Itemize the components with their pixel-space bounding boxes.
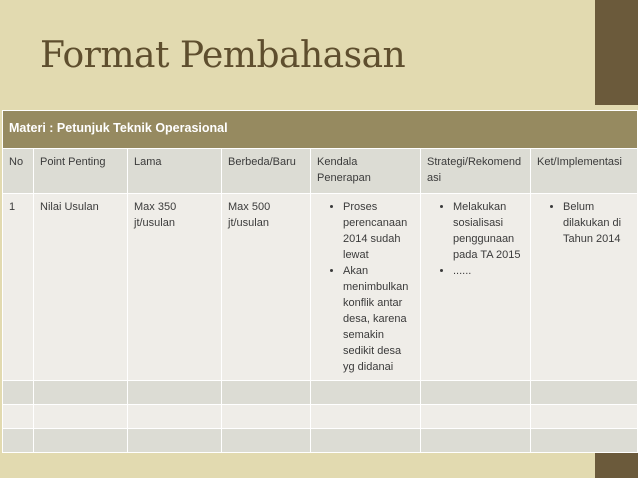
header-no: No [3, 149, 34, 194]
header-berbeda-baru: Berbeda/Baru [222, 149, 311, 194]
cell-lama: Max 350 jt/usulan [128, 194, 222, 381]
table-header-row [3, 149, 638, 194]
header-kendala: Kendala Penerapan [311, 149, 421, 194]
table-row-empty [3, 405, 638, 429]
cell-point-penting: Nilai Usulan [34, 194, 128, 381]
header-ket: Ket/Implementasi [531, 149, 638, 194]
slide-title: Format Pembahasan [40, 35, 406, 76]
cell-berbeda-baru: Max 500 jt/usulan [222, 194, 311, 381]
table-row [3, 194, 638, 381]
discussion-table [2, 110, 638, 453]
decorative-accent-bar [595, 0, 638, 105]
list-item: • Akan menimbulkan konflik antar desa, karena semakin sedikit desa yg didanai [343, 263, 414, 375]
cell-strategi [421, 194, 531, 381]
table-banner-row [3, 111, 638, 149]
list-item: • Belum dilakukan di Tahun 2014 [563, 199, 631, 247]
discussion-table-container [2, 110, 637, 453]
ket-list [537, 199, 631, 247]
table-banner: Materi : Petunjuk Teknik Operasional [3, 111, 638, 149]
cell-ket [531, 194, 638, 381]
kendala-list [317, 199, 414, 375]
header-strategi: Strategi/Rekomend asi [421, 149, 531, 194]
cell-no: 1 [3, 194, 34, 381]
table-row-empty [3, 429, 638, 453]
header-lama: Lama [128, 149, 222, 194]
cell-kendala [311, 194, 421, 381]
list-item: • ...... [453, 263, 524, 279]
header-point-penting: Point Penting [34, 149, 128, 194]
list-item: • Proses perencanaan 2014 sudah lewat [343, 199, 414, 263]
strategi-list [427, 199, 524, 279]
list-item: • Melakukan sosialisasi penggunaan pada TA 2015 [453, 199, 524, 263]
table-row-empty [3, 381, 638, 405]
